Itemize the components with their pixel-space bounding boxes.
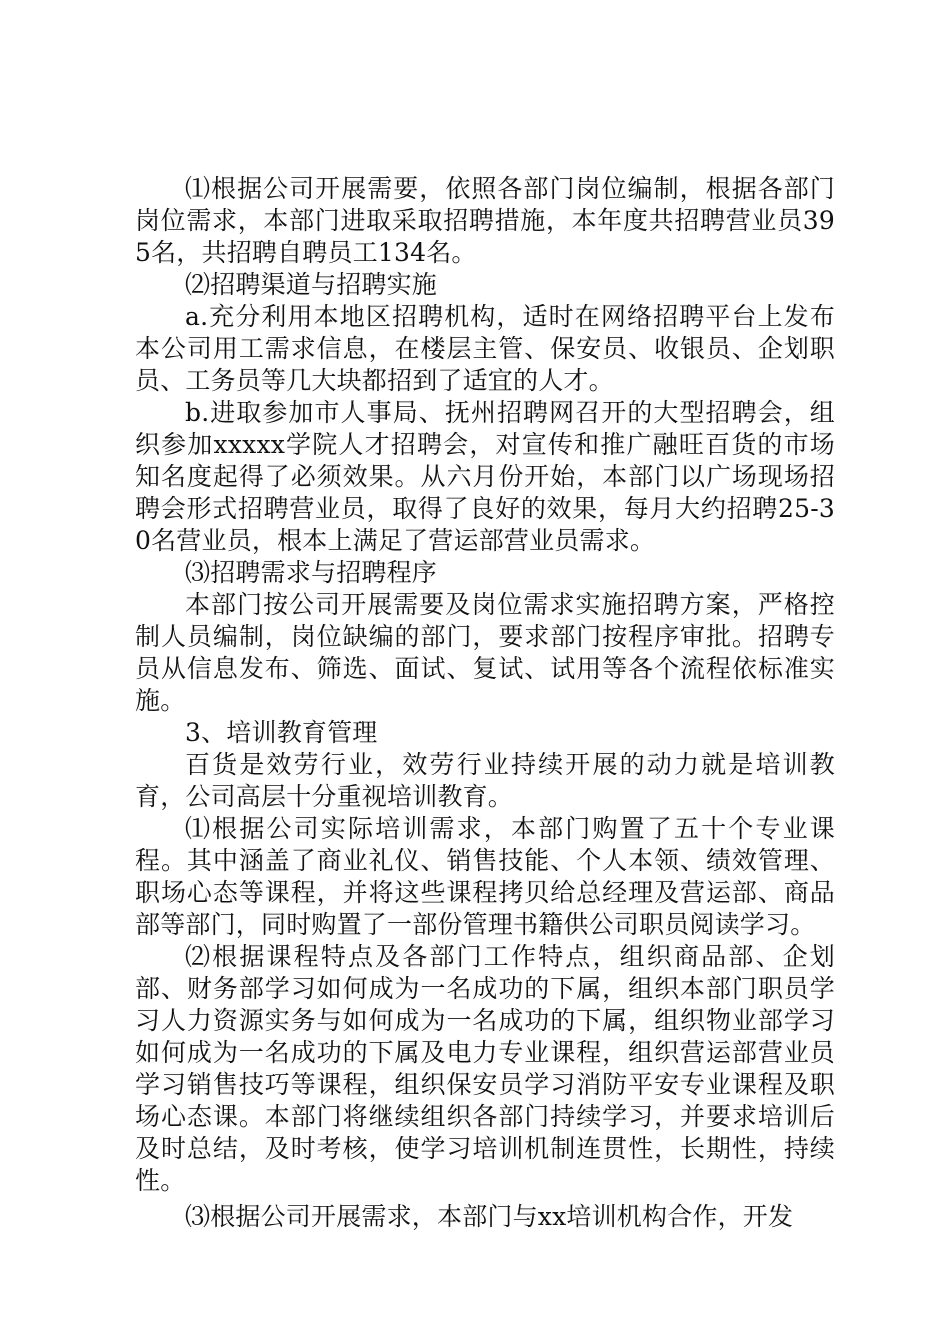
paragraph-local-agencies: a.充分利用本地区招聘机构，适时在网络招聘平台上发布本公司用工需求信息，在楼层主管、保安员、收银员、企划职员、工务员等几大块都招到了适宜的人才。 [135, 302, 835, 395]
paragraph-training-organization: ⑵根据课程特点及各部门工作特点，组织商品部、企划部、财务部学习如何成为一名成功的下属，组织本部门职员学习人力资源实务与如何成为一名成功的下属，组织物业部学习如何成为一名成功的下属及电力专业课程，组织营运部营业员学习销售技巧等课程，组织保安员学习消防平安专业课程及职场心态课。本部门将继续组织各部门持续学习，并要求培训后及时总结，及时考核，使学习培训机制连贯性，长期性，持续性。 [135, 942, 835, 1195]
paragraph-recruitment-summary: ⑴根据公司开展需要，依照各部门岗位编制，根据各部门岗位需求，本部门进取采取招聘措施，本年度共招聘营业员395名，共招聘自聘员工134名。 [135, 174, 835, 267]
paragraph-recruitment-channels-heading: ⑵招聘渠道与招聘实施 [185, 270, 438, 299]
paragraph-recruitment-procedure-heading: ⑶招聘需求与招聘程序 [185, 558, 438, 587]
document-body [135, 173, 835, 1233]
paragraph-training-courses: ⑴根据公司实际培训需求，本部门购置了五十个专业课程。其中涵盖了商业礼仪、销售技能、个人本领、绩效管理、职场心态等课程，并将这些课程拷贝给总经理及营运部、商品部等部门，同时购置了一部份管理书籍供公司职员阅读学习。 [135, 814, 835, 939]
paragraph-recruitment-procedure: 本部门按公司开展需要及岗位需求实施招聘方案，严格控制人员编制，岗位缺编的部门，要求部门按程序审批。招聘专员从信息发布、筛选、面试、复试、试用等各个流程依标准实施。 [135, 590, 835, 715]
paragraph-training-intro: 百货是效劳行业，效劳行业持续开展的动力就是培训教育，公司高层十分重视培训教育。 [135, 750, 835, 811]
paragraph-training-heading: 3、培训教育管理 [185, 718, 378, 747]
paragraph-job-fairs: b.进取参加市人事局、抚州招聘网召开的大型招聘会，组织参加xxxxx学院人才招聘会，对宣传和推广融旺百货的市场知名度起得了必须效果。从六月份开始，本部门以广场现场招聘会形式招聘营业员，取得了良好的效果，每月大约招聘25-30名营业员，根本上满足了营运部营业员需求。 [135, 398, 835, 555]
paragraph-training-partnership: ⑶根据公司开展需求，本部门与xx培训机构合作，开发 [185, 1202, 794, 1231]
